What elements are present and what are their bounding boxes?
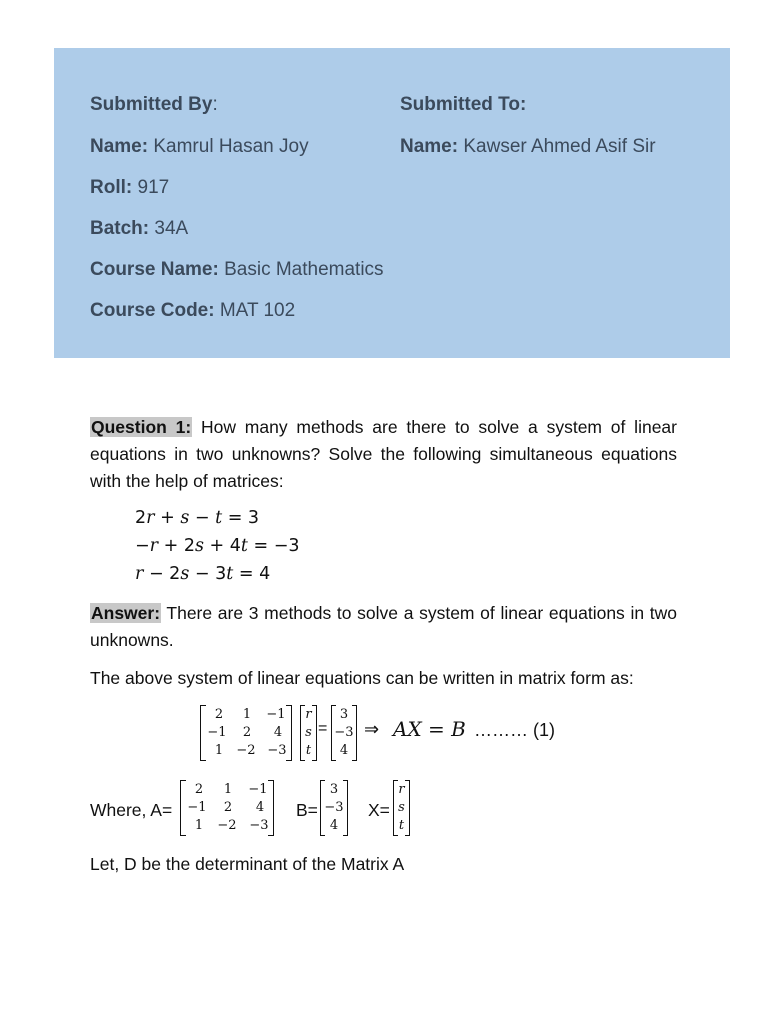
- determinant-text: Let, D be the determinant of the Matrix A: [90, 854, 405, 874]
- implies-arrow: ⇒: [364, 719, 380, 740]
- equation-2: −r + 2s + 4t = −3: [135, 536, 300, 556]
- course-name: Course Name: Basic Mathematics: [90, 259, 384, 280]
- submitted-to-heading: Submitted To:: [400, 94, 527, 115]
- matrix-intro: The above system of linear equations can be written in matrix form as:: [90, 668, 634, 688]
- equals-sign: =: [318, 720, 328, 737]
- batch: Batch: 34A: [90, 218, 189, 239]
- x-label: X=: [368, 800, 390, 820]
- roll: Roll: 917: [90, 177, 170, 198]
- answer-paragraph: [90, 600, 677, 654]
- question-text: How many methods are there to solve a system of linear equations in two unknowns? Solve the following simultaneous equations with the help of matrices:: [90, 417, 677, 491]
- equation-1: 2r + s − t = 3: [135, 508, 260, 528]
- b-label: B=: [296, 800, 318, 820]
- vector-x-where: r s t: [393, 780, 410, 836]
- question-label: Question 1:: [91, 417, 192, 437]
- matrix-a-where: 2 1 −1 −1 2 4 1 −2 −3: [180, 780, 274, 836]
- question-paragraph: [90, 414, 677, 495]
- matrix-a: 2 1 −1 −1 2 4 1 −2 −3: [200, 705, 292, 761]
- submitted-by-heading: Submitted By:: [90, 94, 218, 115]
- vector-b-where: 3 −3 4: [320, 780, 348, 836]
- submission-info-box: [54, 48, 730, 358]
- vector-x: r s t: [300, 705, 317, 761]
- equation-number: ……… (1): [474, 720, 555, 740]
- ax-equals-b: AX = B: [393, 717, 466, 741]
- student-name: Name: Kamrul Hasan Joy: [90, 136, 309, 157]
- vector-b: 3 −3 4: [331, 705, 357, 761]
- answer-label: Answer:: [91, 603, 161, 623]
- equation-3: r − 2s − 3t = 4: [135, 564, 271, 584]
- teacher-name: Name: Kawser Ahmed Asif Sir: [400, 136, 656, 157]
- where-a-label: Where, A=: [90, 800, 173, 820]
- answer-text: There are 3 methods to solve a system of linear equations in two unknowns.: [90, 603, 677, 650]
- course-code: Course Code: MAT 102: [90, 300, 296, 321]
